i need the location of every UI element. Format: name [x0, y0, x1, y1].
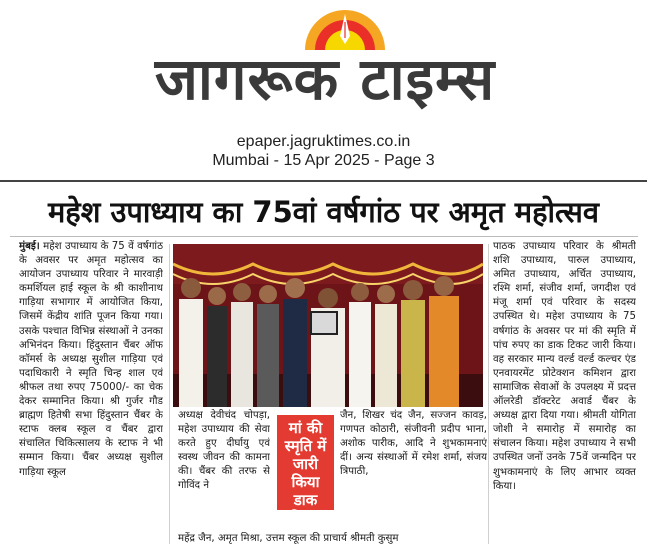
column-divider — [169, 244, 170, 544]
pull-quote-box — [277, 415, 334, 527]
epaper-url[interactable]: epaper.jagruktimes.co.in — [236, 133, 411, 150]
edition-info: Mumbai - 15 Apr 2025 - Page 3 — [212, 152, 435, 169]
article-column-1 — [19, 240, 163, 545]
article-column-2: अध्यक्ष देवीचंद चोपड़ा, महेश उपाध्याय की सेवा करते हुए दीर्घायु एवं स्वस्थ जीवन की कामना की। चैंबर की तरफ से गोविंद ने — [178, 410, 270, 492]
column-divider — [488, 244, 489, 544]
column-1-text: महेश उपाध्याय के 75 वें वर्षगांठ के अवसर पर अमृत महोत्सव का आयोजन उपाध्याय परिवार ने मारवाड़ी कमर्शियल हाई स्कूल के श्री काशीनाथ गाड़िया सभागार में आयोजित किया, जिसमें केंद्रीय शांति पूजन किया गया। उसके पश्चात विभिन्न संस्थाओं ने उनका अभिनंदन किया। हिंदुस्तान चैंबर ऑफ कॉमर्स के अध्यक्ष सुशील गाड़िया एवं पदाधिकारी ने स्मृति चिन्ह शाल एवं श्रीफल तथा रुपए 75000/- का चेक देकर सम्मानित किया। श्री गुर्जर गौड ब्राह्मण हितेषी सभा हिंदुस्तान चैंबर के स्टाफ क्लब स्कूल व चैंबर द्वारा संचालित चिकित्सालय के स्टाफ ने भी सम्मान किया। चैंबर अध्यक्ष सुशील गाड़िया स्कूल — [19, 241, 163, 478]
event-photo-illustration — [173, 244, 483, 407]
dateline: मुंबई। — [19, 241, 40, 252]
headline-divider — [10, 236, 638, 237]
article-column-3: जैन, शिखर चंद जैन, सज्जन कावड़, गणपत कोठारी, संजीवनी प्रदीप भाना, अशोक पारीक, आदि ने शुभकामनाएं दीं। अन्य संस्थाओं में रमेश शर्मा, संजय त्रिपाठी, — [340, 410, 487, 478]
masthead-rule — [0, 180, 647, 182]
pull-quote-line-3: जारी किया — [291, 455, 320, 491]
masthead-logo[interactable]: जागरूक टाइम्स — [154, 45, 496, 113]
article-headline: महेश उपाध्याय का 75वां वर्षगांठ पर अमृत महोत्सव — [47, 195, 600, 229]
pull-quote-line-1: मां की — [288, 419, 323, 437]
masthead — [0, 0, 647, 180]
article-column-4: पाठक उपाध्याय परिवार के श्रीमती शशि उपाध्याय, पारुल उपाध्याय, अमित उपाध्याय, अर्चित उपाध्याय, रश्मि शर्मा, संजीव शर्मा, जगदीश एवं मंजू शर्मा एवं परिवार के सदस्य उपस्थित थे। महेश उपाध्याय के 75 वर्षगांठ के अवसर पर मां की स्मृति में पांच रुपए का डाक टिकट जारी किया। वह सरकार मान्य वर्ल्ड वर्ल्ड कल्चर एंड एनवायरमेंट प्रोटेक्शन कमिशन द्वारा सामाजिक सेवाओं के उपलक्ष्य में प्रदत्त ऑलरेडी डॉक्टरेट अवार्ड चैंबर के अध्यक्ष द्वारा दिया गया। श्रीमती योगिता जोशी ने समारोह में समारोह का संचालन किया। महेश उपाध्याय ने सभी उपस्थित जनों उनके 75वें जन्मदिन पर शुभकामनाएं के लिए आभार व्यक्त किया। — [493, 241, 636, 492]
article-photo — [173, 244, 483, 407]
pull-quote-line-4: डाक टिकट — [290, 491, 321, 527]
article-bottom-line: महेंद्र जैन, अमृत मिश्रा, उत्तम स्कूल की प्राचार्य श्रीमती कुसुम — [178, 533, 399, 544]
pull-quote-line-2: स्मृति में — [284, 437, 327, 455]
